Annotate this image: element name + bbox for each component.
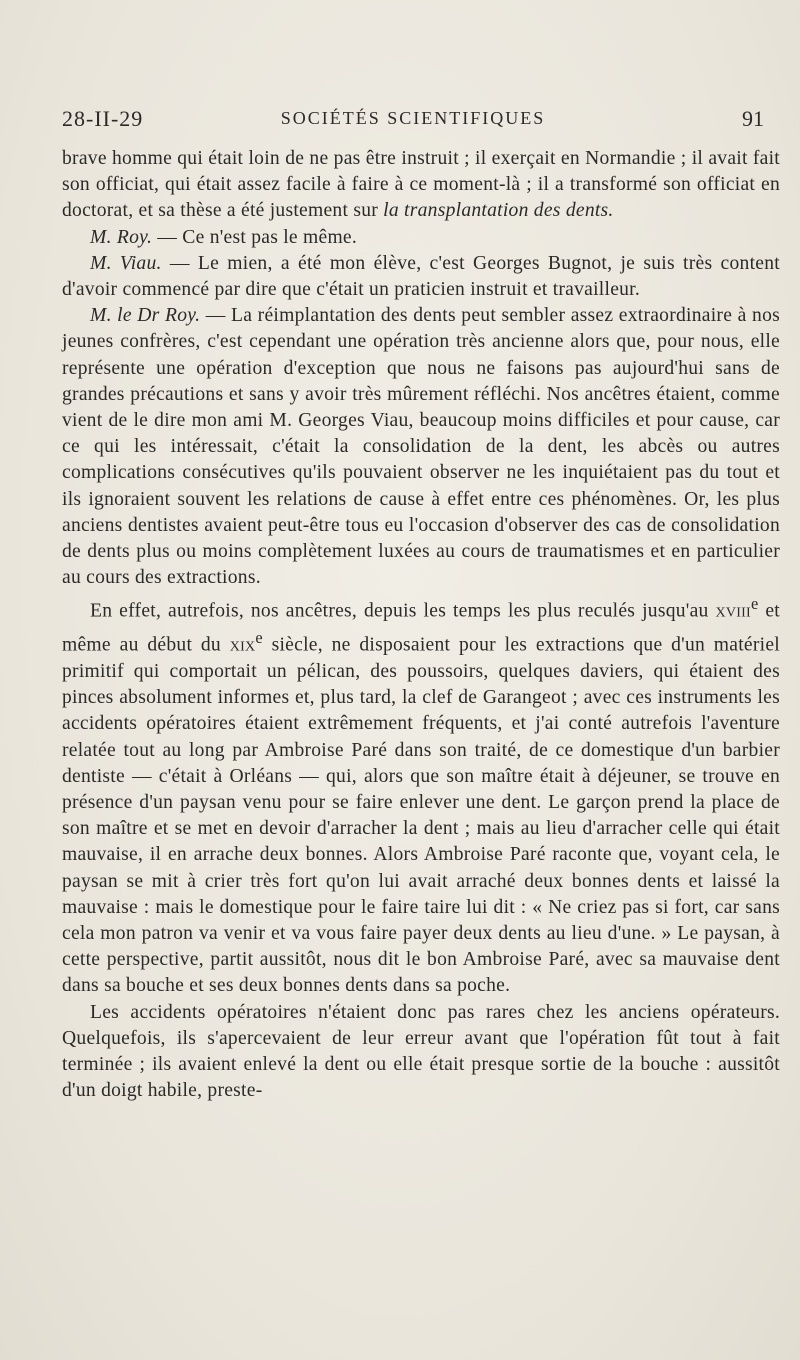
page-number: 91: [742, 106, 764, 131]
running-header: [62, 106, 764, 142]
century-numeral: xviii: [715, 600, 751, 622]
century-numeral: xix: [229, 634, 256, 656]
speaker-name: M. le Dr Roy.: [90, 305, 201, 327]
paragraph-5: En effet, autrefois, nos ancêtres, depuis les temps les plus reculés jusqu'au xviii$^e$ et même au début du xix$^e$ siècle, ne disposaient pour les extractions que d'un matériel primitif qui comportait un pélican, des poussoirs, quelques daviers, qui étaient des pinces absolument informes et, plus tard, la clef de Garangeot ; avec ces instruments les accidents opératoires étaient extrêmement fréquents, et j'ai conté autrefois l'aventure relatée tout au long par Ambroise Paré dans son traité, de ce domestique d'un barbier dentiste — c'était à Orléans — qui, alors que son maître était à déjeuner, se trouve en présence d'un paysan venu pour se faire enlever une dent. Le garçon prend la place de son maître et se met en devoir d'arracher la dent ; mais au lieu d'arracher celle qui était mauvaise, il en arrache deux bonnes. Alors Ambroise Paré raconte que, voyant cela, le paysan se mit à crier très fort qu'on lui avait arraché deux bonnes dents et laissé la mauvaise : mais le domestique pour le faire taire lui dit : « Ne criez pas si fort, car sans cela mon patron va venir et va vous faire payer deux dents au lieu d'une. » Le paysan, à cette perspective, partit aussitôt, nous dit le bon Ambroise Paré, avec sa mauvaise dent dans sa bouche et ses deux bonnes dents dans sa poche.: [62, 594, 780, 997]
paragraph-1: brave homme qui était loin de ne pas être instruit ; il exerçait en Normandie ; il avait fait son officiat, qui était assez facile à faire à ce moment-là ; il a transformé son officiat en doctorat, et sa thèse a été justement sur la transplantation des dents.: [62, 148, 780, 222]
speaker-name: M. Roy.: [90, 226, 153, 248]
paragraph-4: M. le Dr Roy. — La réimplantation des dents peut sembler assez extraordinaire à nos jeunes confrères, c'est cependant une opération très ancienne alors que, pour nous, elle représente une opération d'exception que nous ne faisons pas aujourd'hui sans de grandes précautions et sans y avoir très mûrement réfléchi. Nos ancêtres étaient, comme vient de le dire mon ami M. Georges Viau, beaucoup moins difficiles et pour cause, car ce qui les intéressait, c'était la consolidation de la dent, les abcès ou autres complications consécutives qu'ils pouvaient observer ne les inquiétaient pas du tout et ils ignoraient souvent les relations de cause à effet entre ces phénomènes. Or, les plus anciens dentistes avaient peut-être tous eu l'occasion d'observer des cas de consolidation de dents plus ou moins complètement luxées au cours de traumatismes et en particulier au cours des extractions.: [62, 305, 780, 589]
body-text: [62, 146, 780, 1104]
paragraph-2: M. Roy. — Ce n'est pas le même.: [90, 226, 358, 248]
header-title: SOCIÉTÉS SCIENTIFIQUES: [280, 108, 546, 128]
paragraph-3: M. Viau. — Le mien, a été mon élève, c'est Georges Bugnot, je suis très content d'avoir commencé par dire que c'était un praticien instruit et travailleur.: [62, 252, 780, 301]
header-date: 28-II-29: [62, 106, 144, 131]
speaker-name: M. Viau.: [90, 252, 162, 274]
paragraph-6: Les accidents opératoires n'étaient donc pas rares chez les anciens opérateurs. Quelquefois, ils s'apercevaient de leur erreur avant que l'opération fût tout à fait terminée ; ils avaient enlevé la dent ou elle était presque sortie de la bouche : aussitôt d'un doigt habile, preste-: [62, 1001, 780, 1102]
thesis-title: la transplantation des dents.: [383, 200, 614, 222]
